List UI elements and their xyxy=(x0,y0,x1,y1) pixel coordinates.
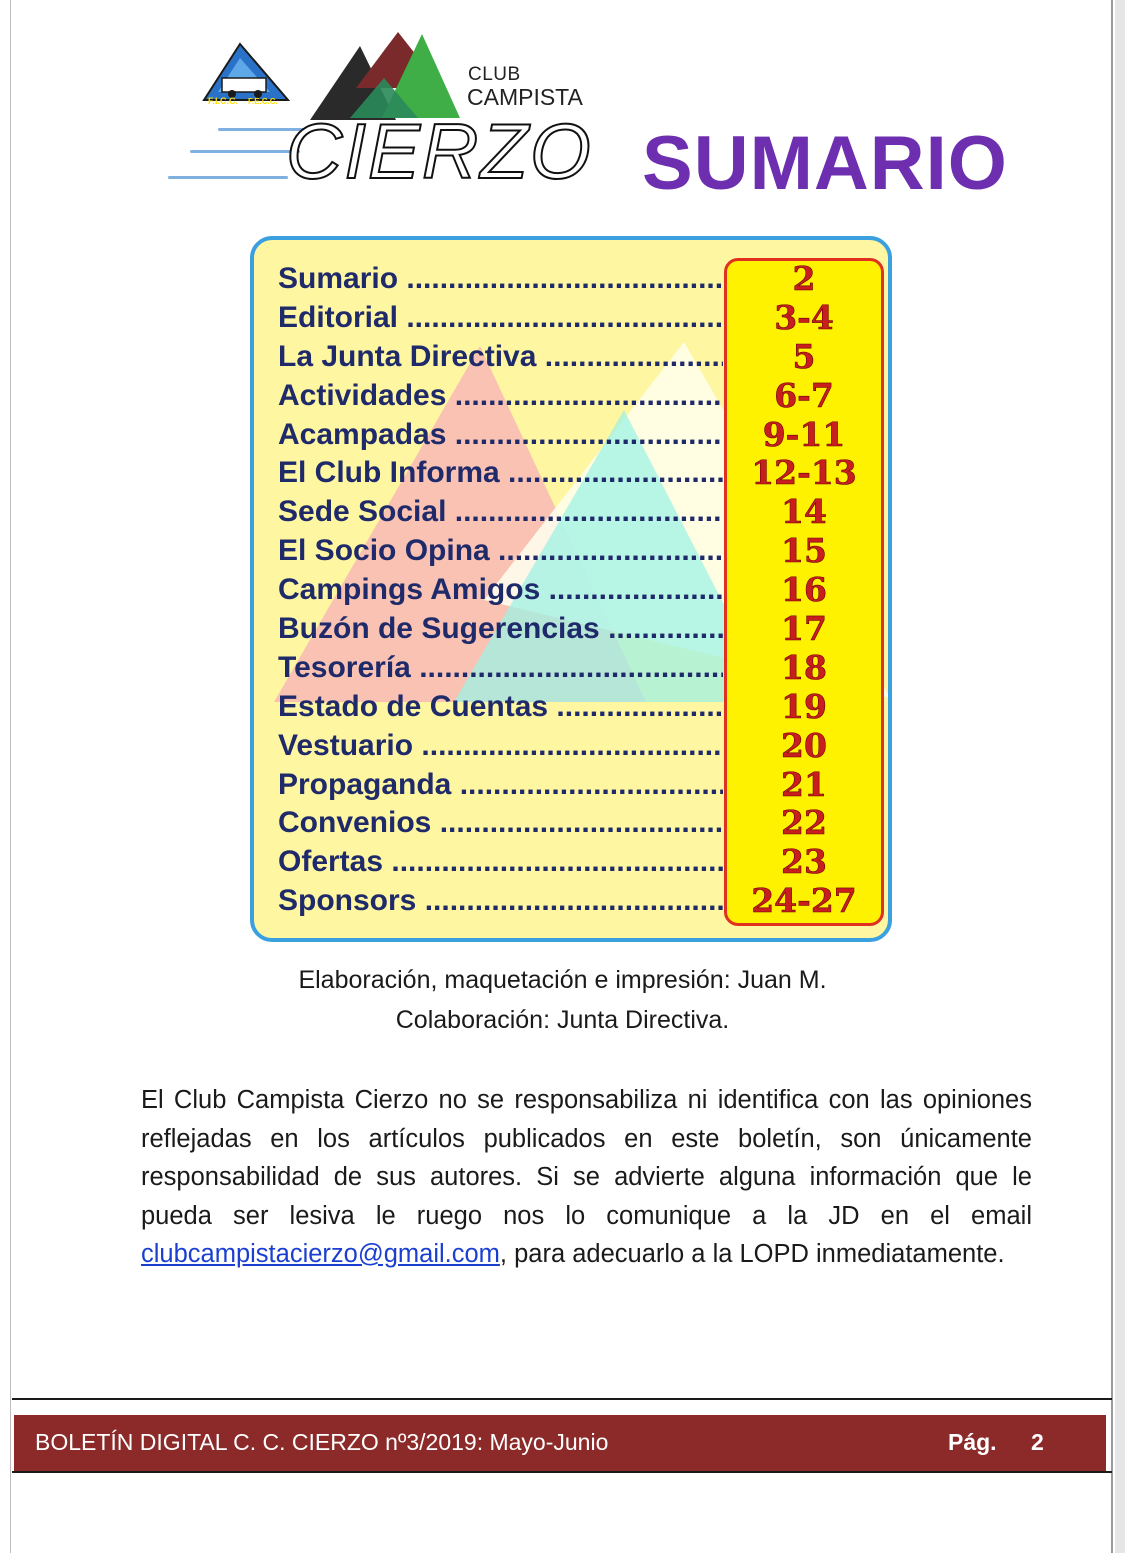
toc-row[interactable] xyxy=(278,649,888,688)
toc-label: Vestuario ..... xyxy=(278,727,723,765)
toc-row[interactable] xyxy=(278,260,888,299)
toc-label: El Socio Opina ..... xyxy=(278,532,723,570)
toc-row[interactable] xyxy=(278,454,888,493)
toc-row[interactable] xyxy=(278,299,888,338)
wind-line xyxy=(168,176,288,179)
toc-page-number: 23 xyxy=(781,842,827,882)
page-title: SUMARIO xyxy=(642,121,1008,206)
toc-page-number: 18 xyxy=(781,647,827,687)
toc-row[interactable] xyxy=(278,416,888,455)
badge-subtext: F.E.C.C. xyxy=(248,97,278,106)
toc-page-number: 19 xyxy=(781,686,827,726)
page-shadow xyxy=(1115,0,1125,1553)
logo-campista-text: CAMPISTA xyxy=(467,84,583,110)
toc-page-number: 2 xyxy=(792,259,816,298)
toc-label: Estado de Cuentas ..... xyxy=(278,688,723,726)
toc-panel xyxy=(250,236,892,942)
disclaimer-paragraph xyxy=(141,1081,1032,1274)
toc-row[interactable] xyxy=(278,843,888,882)
toc-page-number: 16 xyxy=(781,570,827,610)
logo-club-text: CLUB xyxy=(468,64,521,85)
credits-elaboration: Elaboración, maquetación e impresión: Juan M. xyxy=(298,966,827,994)
toc-label: Sede Social ..... xyxy=(278,493,723,531)
footer-top-rule xyxy=(12,1398,1112,1400)
toc-page-number: 24-27 xyxy=(751,881,857,921)
footer-bottom-rule xyxy=(12,1471,1112,1473)
toc-row[interactable] xyxy=(278,571,888,610)
toc-page-number: 14 xyxy=(781,492,827,532)
toc-page-number: 3-4 xyxy=(774,297,834,337)
toc-row[interactable] xyxy=(278,766,888,805)
toc-label: Sumario ..... xyxy=(278,260,723,298)
toc-page-number: 12-13 xyxy=(751,453,857,493)
toc-row[interactable] xyxy=(278,727,888,766)
toc-label: Buzón de Sugerencias ..... xyxy=(278,610,723,648)
toc-label: Campings Amigos ..... xyxy=(278,571,723,609)
footer-page-label: Pág. xyxy=(948,1429,997,1455)
footer-bulletin-title: BOLETÍN DIGITAL C. C. CIERZO nº3/2019: Mayo-Junio xyxy=(35,1429,609,1455)
toc-row[interactable] xyxy=(278,804,888,843)
email-link[interactable]: clubcampistacierzo@gmail.com xyxy=(141,1240,500,1268)
footer-page-number: 2 xyxy=(1031,1429,1044,1455)
toc-page-number: 17 xyxy=(781,609,827,649)
toc-row[interactable] xyxy=(278,493,888,532)
toc-label: Ofertas ..... xyxy=(278,843,723,881)
toc-label: Actividades ..... xyxy=(278,377,723,415)
credits-collaboration: Colaboración: Junta Directiva. xyxy=(395,1006,730,1034)
toc-label: Sponsors ..... xyxy=(278,882,723,920)
toc-row[interactable] xyxy=(278,338,888,377)
toc-label: Tesorería ..... xyxy=(278,649,723,687)
toc-row[interactable] xyxy=(278,882,888,921)
toc-page-number: 20 xyxy=(781,725,827,765)
toc-row[interactable] xyxy=(278,532,888,571)
toc-label: La Junta Directiva ..... xyxy=(278,338,723,376)
toc-label: Editorial ..... xyxy=(278,299,723,337)
wind-line xyxy=(190,150,300,153)
toc-label: Convenios ..... xyxy=(278,804,723,842)
toc-list xyxy=(278,260,888,921)
toc-label: Propaganda ..... xyxy=(278,766,723,804)
toc-row[interactable] xyxy=(278,688,888,727)
toc-page-number: 22 xyxy=(781,803,827,843)
toc-page-number: 5 xyxy=(792,336,816,376)
badge-text: F.I.C.C. xyxy=(208,96,239,106)
toc-page-number: 6-7 xyxy=(774,375,834,415)
disclaimer-text: El Club Campista Cierzo no se responsabiliza ni identifica con las opiniones reflejadas en los artículos publicados en este boletín, son únicamente responsabilidad de sus autores. Si se advierte alguna información que le pueda ser lesiva le ruego nos lo comunique a la JD en el email xyxy=(141,1086,1032,1230)
toc-row[interactable] xyxy=(278,377,888,416)
disclaimer-text-end: , para adecuarlo a la LOPD inmediatamente. xyxy=(499,1240,1005,1268)
toc-page-number: 9-11 xyxy=(762,414,846,454)
toc-label: El Club Informa ..... xyxy=(278,454,723,492)
toc-row[interactable] xyxy=(278,610,888,649)
toc-page-number: 15 xyxy=(781,531,827,571)
toc-page-number: 21 xyxy=(781,764,827,804)
toc-label: Acampadas ..... xyxy=(278,416,723,454)
logo-cierzo-text: CIERZO xyxy=(286,107,593,195)
